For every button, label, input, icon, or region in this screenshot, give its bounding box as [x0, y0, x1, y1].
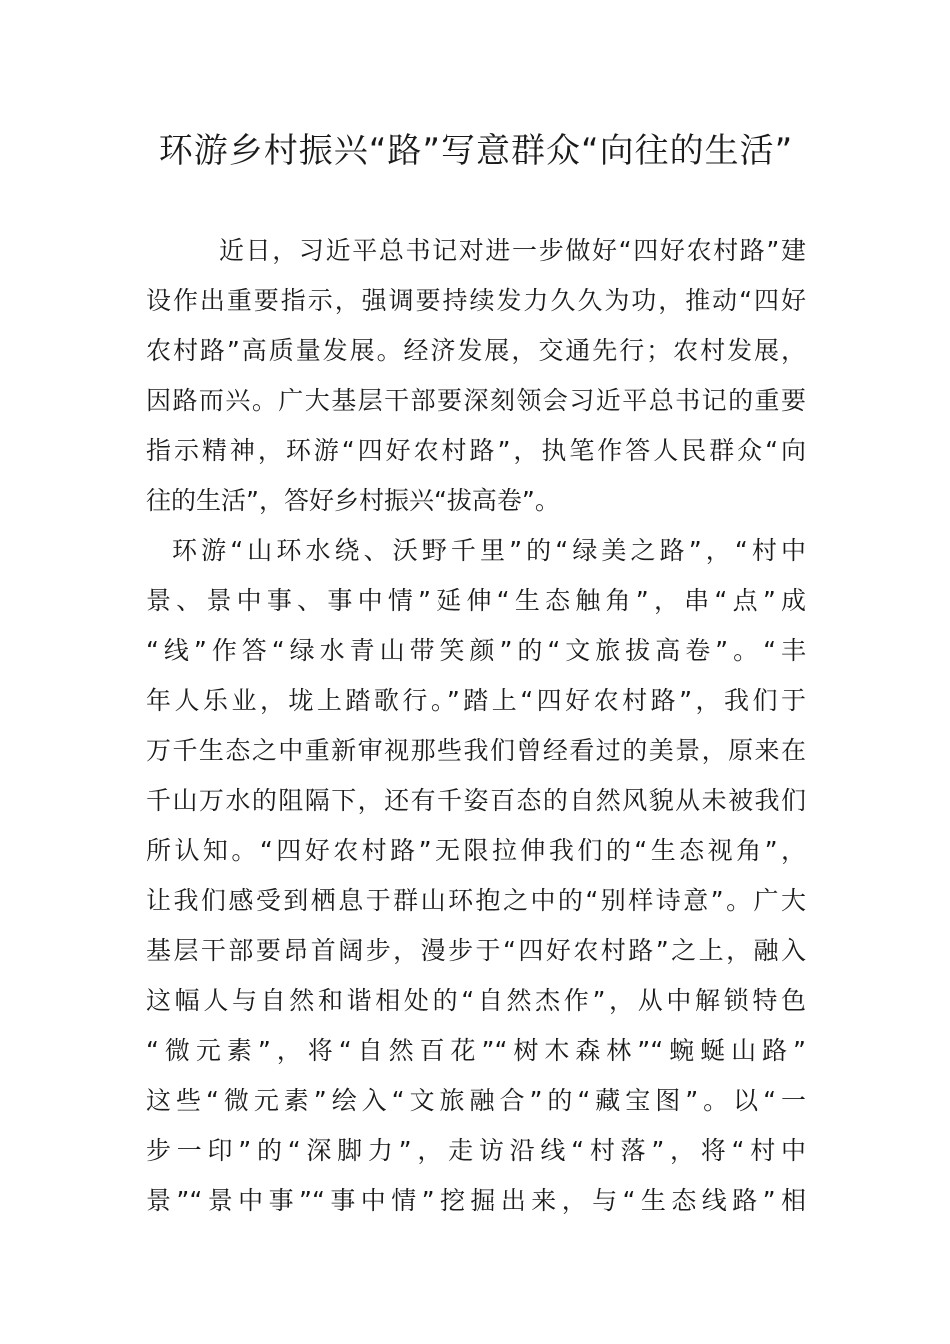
text-line: 年人乐业，垅上踏歌行。”踏上“四好农村路”，我们于 [146, 686, 806, 715]
document-body [146, 226, 806, 1226]
text-line: 千山万水的阻隔下，还有千姿百态的自然风貌从未被我们 [146, 786, 806, 815]
text-line: 万千生态之中重新审视那些我们曾经看过的美景，原来在 [146, 736, 806, 765]
text-line: 指示精神，环游“四好农村路”，执笔作答人民群众“向 [146, 436, 806, 465]
text-line: “线”作答“绿水青山带笑颜”的“文旅拔高卷”。“丰 [146, 636, 806, 665]
text-line: 让我们感受到栖息于群山环抱之中的“别样诗意”。广大 [146, 886, 806, 915]
document-title: 环游乡村振兴“路”写意群众“向往的生活” [158, 131, 794, 171]
text-line: “微元素”，将“自然百花”“树木森林”“蜿蜒山路” [146, 1036, 806, 1065]
text-line: 设作出重要指示，强调要持续发力久久为功，推动“四好 [146, 286, 806, 315]
text-line: 因路而兴。广大基层干部要深刻领会习近平总书记的重要 [146, 386, 806, 415]
text-line: 农村路”高质量发展。经济发展，交通先行；农村发展， [146, 336, 806, 365]
text-line: 这些“微元素”绘入“文旅融合”的“藏宝图”。以“一 [146, 1086, 806, 1115]
text-line: 环游“山环水绕、沃野千里”的“绿美之路”，“村中 [172, 536, 806, 565]
text-line: 往的生活”，答好乡村振兴“拔高卷”。 [146, 486, 560, 515]
text-line: 基层干部要昂首阔步，漫步于“四好农村路”之上，融入 [146, 936, 806, 965]
text-line: 景”“景中事”“事中情”挖掘出来，与“生态线路”相 [146, 1186, 806, 1215]
paragraph-1 [146, 226, 806, 526]
text-line: 步一印”的“深脚力”，走访沿线“村落”，将“村中 [146, 1136, 806, 1165]
paragraph-2 [146, 526, 806, 1226]
text-line: 近日，习近平总书记对进一步做好“四好农村路”建 [219, 236, 806, 265]
text-line: 所认知。“四好农村路”无限拉伸我们的“生态视角”， [146, 836, 806, 865]
text-line: 景、景中事、事中情”延伸“生态触角”，串“点”成 [146, 586, 806, 615]
text-line: 这幅人与自然和谐相处的“自然杰作”，从中解锁特色 [146, 986, 806, 1015]
